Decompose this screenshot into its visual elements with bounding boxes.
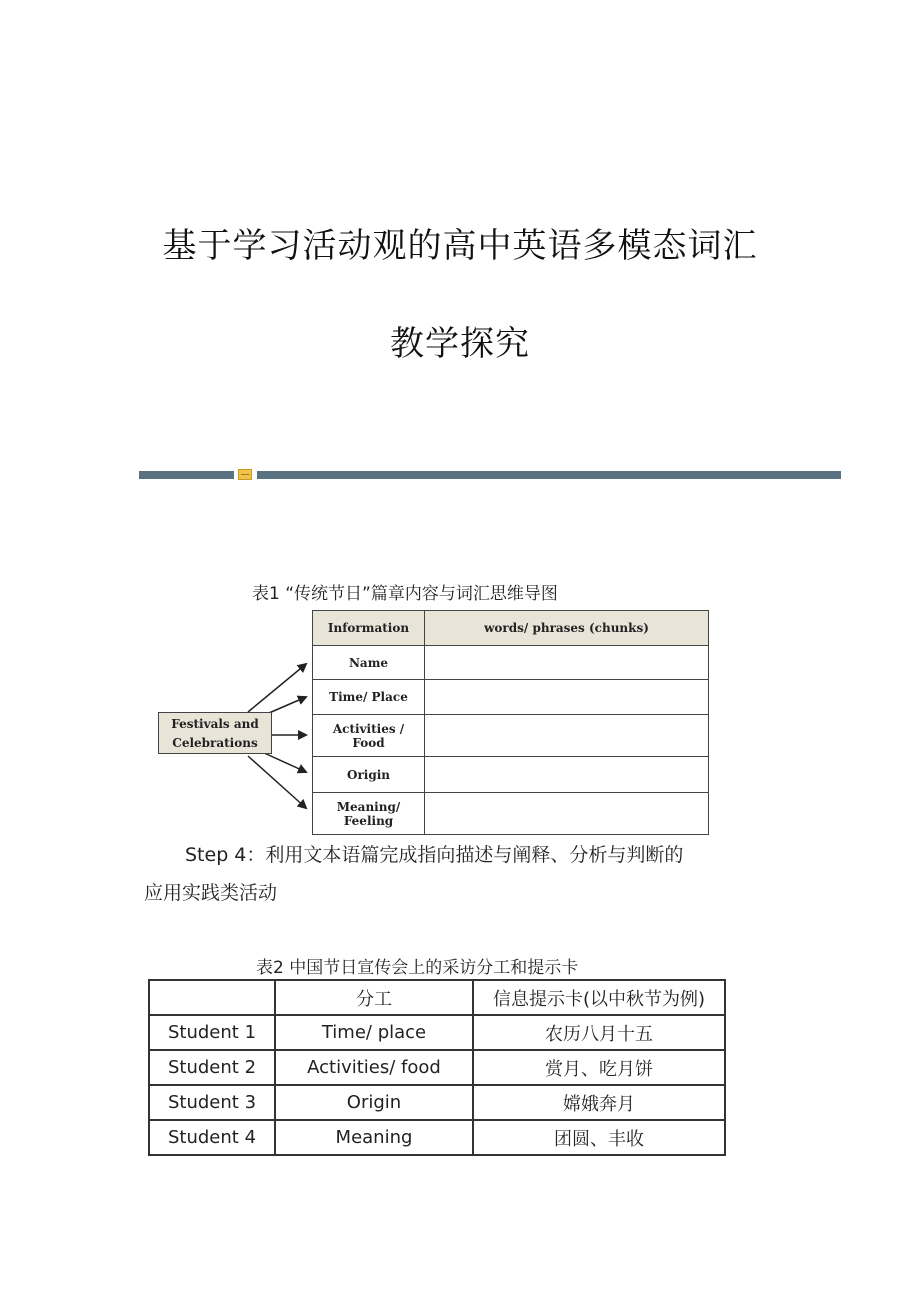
table-row: [313, 793, 709, 835]
empty-cell: [425, 715, 709, 757]
task-cell: Origin: [275, 1085, 473, 1120]
student-cell: Student 2: [149, 1050, 275, 1085]
header-information: Information: [313, 611, 425, 646]
document-title-line-2: 教学探究: [390, 324, 530, 364]
header-division: 分工: [275, 980, 473, 1015]
empty-cell: [425, 793, 709, 835]
header-empty: [149, 980, 275, 1015]
hint-cell: 嫦娥奔月: [473, 1085, 725, 1120]
festivals-celebrations-box: Festivals and Celebrations: [158, 712, 272, 754]
table2-caption: 表2 中国节日宣传会上的采访分工和提示卡: [256, 958, 579, 978]
hint-cell: 农历八月十五: [473, 1015, 725, 1050]
table-row: [313, 757, 709, 793]
student-cell: Student 3: [149, 1085, 275, 1120]
step4-text-line-2: 应用实践类活动: [144, 882, 278, 904]
table-row: [149, 1050, 725, 1085]
step4-text-line-1: Step 4：利用文本语篇完成指向描述与阐释、分析与判断的: [185, 844, 684, 866]
row-label: Origin: [313, 757, 425, 793]
empty-cell: [425, 757, 709, 793]
task-cell: Time/ place: [275, 1015, 473, 1050]
header-info-card: 信息提示卡(以中秋节为例): [473, 980, 725, 1015]
table-header-row: [313, 611, 709, 646]
arrow-to-meaning-feeling: [248, 756, 306, 808]
header-words-phrases: words/ phrases (chunks): [425, 611, 709, 646]
table-header-row: [149, 980, 725, 1015]
interview-table: [148, 979, 726, 1156]
hint-cell: 赏月、吃月饼: [473, 1050, 725, 1085]
row-label: Name: [313, 646, 425, 680]
student-cell: Student 4: [149, 1120, 275, 1155]
task-cell: Activities/ food: [275, 1050, 473, 1085]
table-row: [313, 715, 709, 757]
table-row: [313, 680, 709, 715]
table-row: [149, 1120, 725, 1155]
student-cell: Student 1: [149, 1015, 275, 1050]
hint-cell: 团圆、丰收: [473, 1120, 725, 1155]
arrow-to-origin: [262, 752, 306, 772]
document-title-line-1: 基于学习活动观的高中英语多模态词汇: [162, 226, 758, 266]
row-label: Meaning/ Feeling: [313, 793, 425, 835]
mind-map-table: [312, 610, 709, 835]
empty-cell: [425, 646, 709, 680]
row-label: Activities / Food: [313, 715, 425, 757]
figure1-caption: 表1 “传统节日”篇章内容与词汇思维导图: [252, 584, 558, 604]
task-cell: Meaning: [275, 1120, 473, 1155]
table-row: [149, 1085, 725, 1120]
table-row: [313, 646, 709, 680]
arrow-to-name: [248, 664, 306, 712]
empty-cell: [425, 680, 709, 715]
row-label: Time/ Place: [313, 680, 425, 715]
table-row: [149, 1015, 725, 1050]
